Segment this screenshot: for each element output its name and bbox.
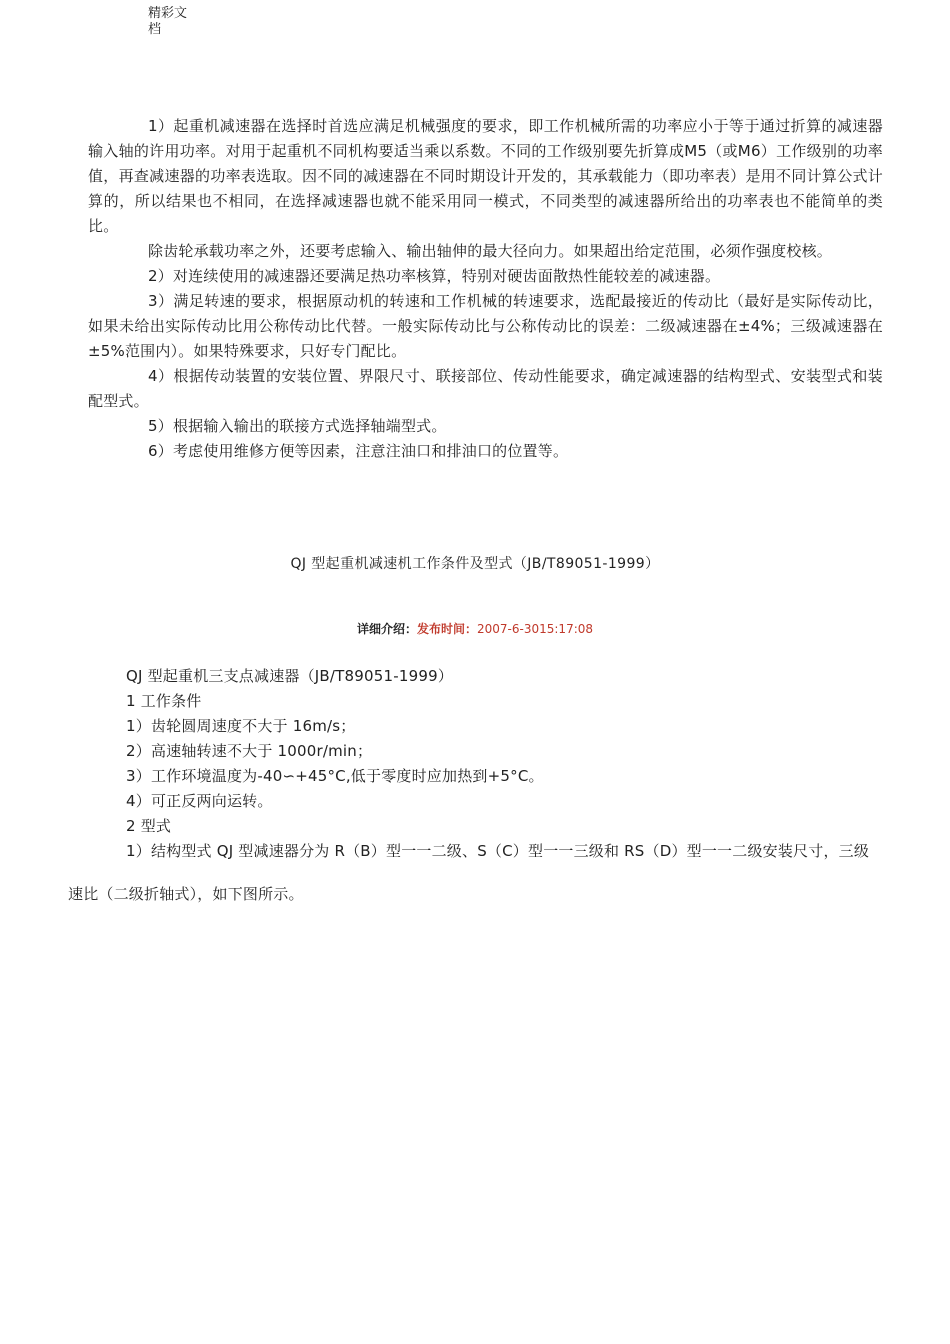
paragraph-3: 2）对连续使用的减速器还要满足热功率核算，特别对硬齿面散热性能较差的减速器。 <box>148 267 721 285</box>
paragraph-4: 3）满足转速的要求，根据原动机的转速和工作机械的转速要求，选配最接近的传动比（最好是实际传动比，如果未给出实际传动比用公称传动比代替。一般实际传动比与公称传动比的误差：二级减速器在±4%；三级减速器在±5%范围内）。如果特殊要求，只好专门配比。 <box>88 292 883 360</box>
paragraph-2: 除齿轮承载功率之外，还要考虑输入、输出轴伸的最大径向力。如果超出给定范围，必须作强度校核。 <box>148 242 833 260</box>
list-line: 1 工作条件 <box>126 692 202 710</box>
list-line: 4）可正反两向运转。 <box>126 792 273 810</box>
working-conditions-list <box>126 664 886 864</box>
publish-label: 发布时间： <box>417 622 478 636</box>
detail-label: 详细介绍： <box>356 622 417 636</box>
header-line-2: 档 <box>148 22 162 37</box>
list-line: 1）结构型式 QJ 型减速器分为 R（B）型一一二级、S（C）型一一三级和 RS（D）型一一二级安装尺寸，三级 <box>126 842 870 860</box>
list-line: 3）工作环境温度为-40∽+45°C,低于零度时应加热到+5°C。 <box>126 767 544 785</box>
list-line: 1）齿轮圆周速度不大于 16m/s； <box>126 717 356 735</box>
list-line: 2 型式 <box>126 817 172 835</box>
page-header <box>148 6 208 38</box>
article-meta <box>0 620 950 637</box>
publish-time: 2007-6-3015:17:08 <box>477 622 594 636</box>
list-line: 2）高速轴转速不大于 1000r/min； <box>126 742 373 760</box>
tail-line: 速比（二级折轴式），如下图所示。 <box>68 885 304 903</box>
paragraph-7: 6）考虑使用维修方便等因素，注意注油口和排油口的位置等。 <box>148 442 569 460</box>
paragraph-5: 4）根据传动装置的安装位置、界限尺寸、联接部位、传动性能要求，确定减速器的结构型式、安装型式和装配型式。 <box>88 367 883 410</box>
section-title: QJ 型起重机减速机工作条件及型式（JB/T89051-1999） <box>290 556 660 572</box>
paragraph-6: 5）根据输入输出的联接方式选择轴端型式。 <box>148 417 447 435</box>
selection-guidelines <box>88 114 883 464</box>
paragraph-1: 1）起重机减速器在选择时首选应满足机械强度的要求，即工作机械所需的功率应小于等于通过折算的减速器输入轴的许用功率。对用于起重机不同机构要适当乘以系数。不同的工作级别要先折算成M5（或M6）工作级别的功率值，再查减速器的功率表选取。因不同的减速器在不同时期设计开发的，其承载能力（即功率表）是用不同计算公式计算的，所以结果也不相同，在选择减速器也就不能采用同一模式，不同类型的减速器所给出的功率表也不能简单的类比。 <box>88 117 883 235</box>
header-line-1: 精彩文 <box>148 6 188 21</box>
list-line: QJ 型起重机三支点减速器（JB/T89051-1999） <box>126 667 454 685</box>
